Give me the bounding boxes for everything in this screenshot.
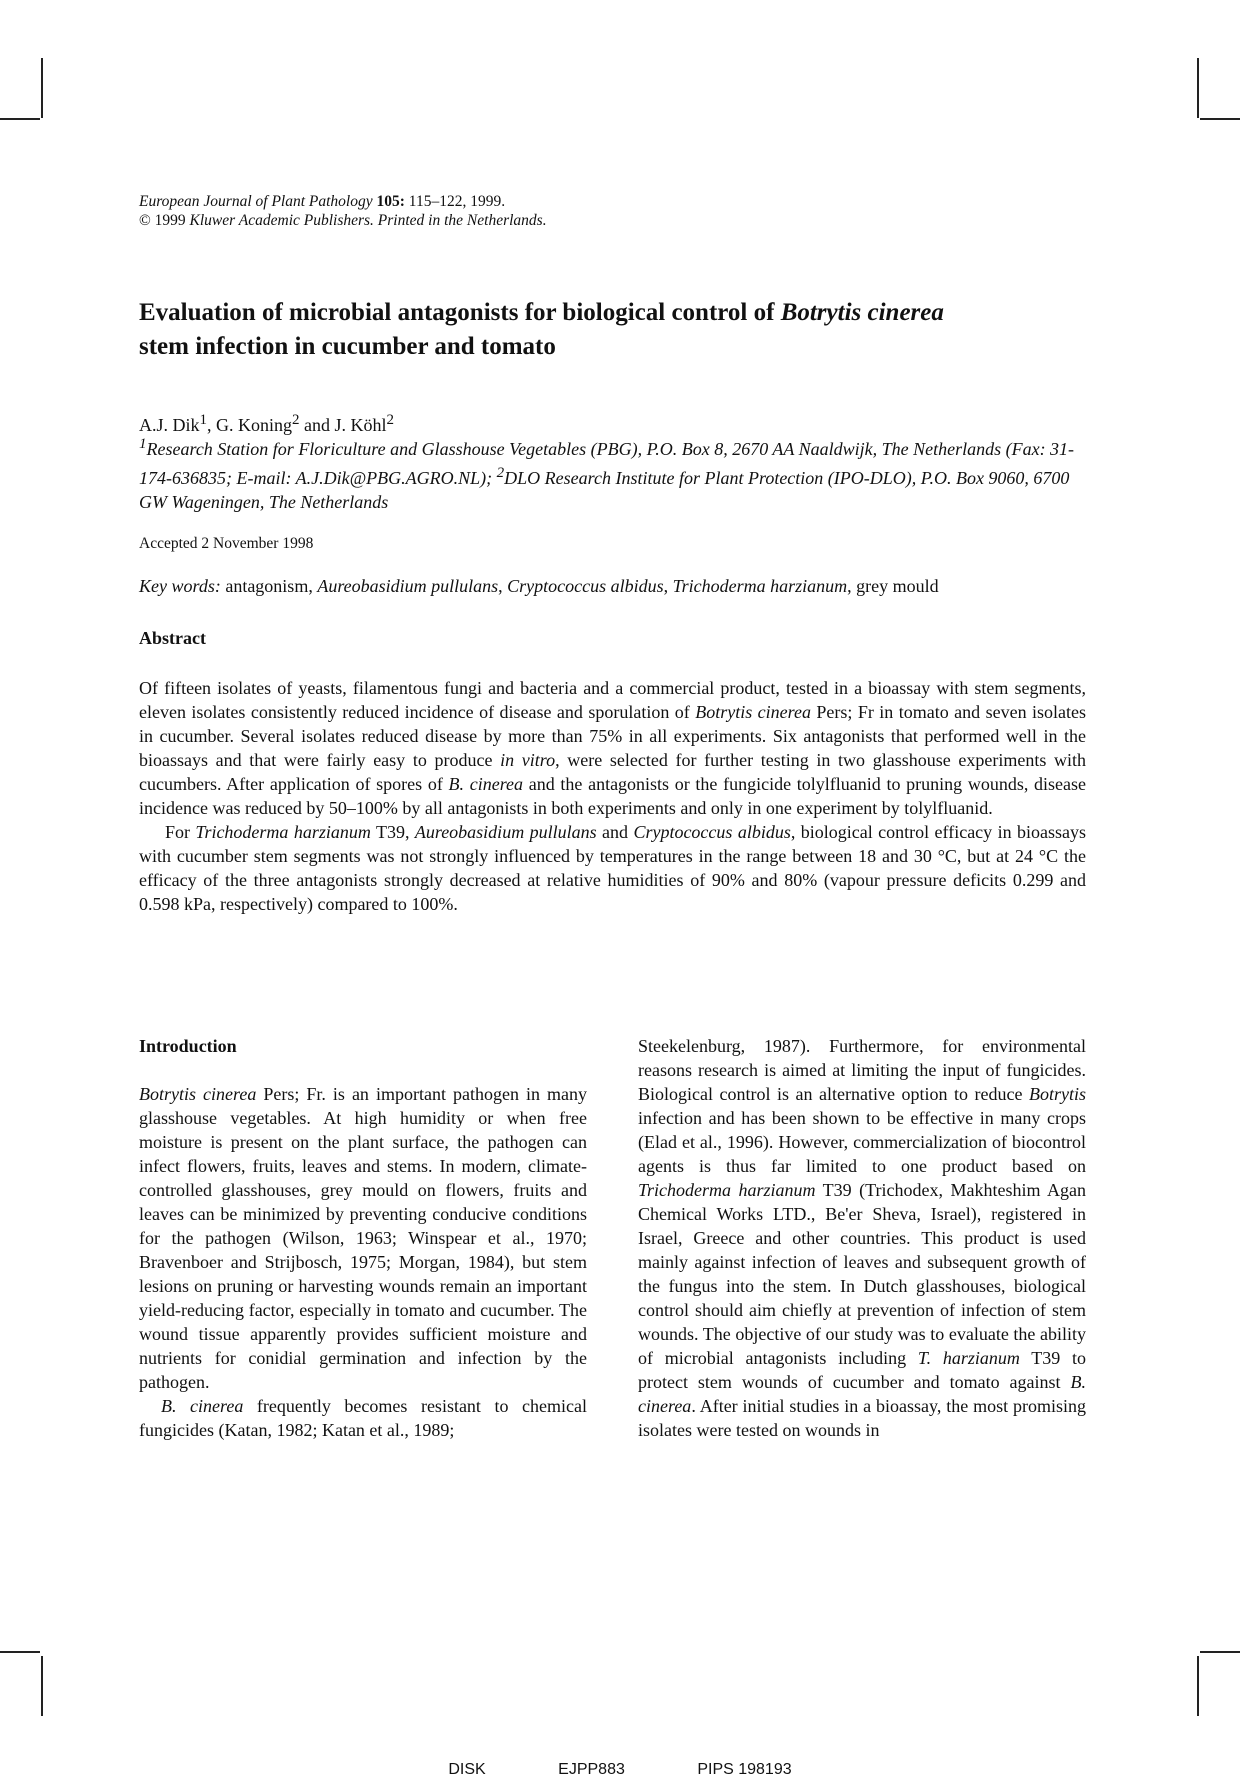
abstract-text: Of fifteen isolates of yeasts, filamentous fungi and bacteria and a commercial product, tested in a bioassay with stem segments, eleven isolates consistently reduced incidence of disease and sporulation of [139, 678, 1086, 722]
keyword-sep: , [663, 576, 673, 596]
abstract-text: Pers; Fr in tomato and seven isolates in cucumber. Several isolates reduced disease by more than 75% in all experiments. Six antagonists that performed well in the bioassays and that were fairly easy to produce [139, 702, 1086, 770]
abstract-body [139, 676, 1086, 916]
keyword-species: Cryptococcus albidus [507, 576, 664, 596]
keyword-species: Trichoderma harzianum [672, 576, 848, 596]
author-2-sup: 2 [292, 412, 300, 428]
intro-text: frequently becomes resistant to chemical fungicides (Katan, 1982; Katan et al., 1989; [139, 1396, 587, 1440]
copyright-year: © 1999 [139, 212, 186, 229]
keyword-species: Aureobasidium pullulans [317, 576, 499, 596]
abstract-italic: Cryptococcus albidus [633, 822, 791, 842]
author-3-sup: 2 [386, 412, 395, 428]
footer-pips: PIPS 198193 [697, 1761, 792, 1778]
column-left [139, 1034, 587, 1442]
abstract-italic: Aureobasidium pullulans [414, 822, 597, 842]
intro-italic: T. harzianum [917, 1348, 1020, 1368]
crop-mark-top-right-horizontal [1200, 118, 1240, 120]
journal-header [139, 192, 547, 230]
intro-text: Steekelenburg, 1987). Furthermore, for environmental reasons research is aimed at limiting the input of fungicides. Biological control is an alternative option to reduce [638, 1036, 1086, 1104]
crop-mark-bottom-left-vertical [41, 1656, 43, 1716]
affiliation-1: Research Station for Floriculture and Glasshouse Vegetables (PBG), P.O. Box 8, 2670 AA Naaldwijk, The Netherlands (Fax: 31-174-636835; E-mail: A.J.Dik@PBG.AGRO.NL); [139, 439, 1075, 488]
keywords [139, 576, 1099, 597]
footer-disk: DISK [448, 1761, 486, 1778]
title-part2: stem infection in cucumber and tomato [139, 333, 556, 360]
keyword-text: , grey mould [847, 576, 939, 596]
title-species: Botrytis cinerea [780, 299, 944, 326]
abstract-italic: Trichoderma harzianum [195, 822, 371, 842]
paper-title [139, 296, 1099, 364]
keyword-text: antagonism, [220, 576, 318, 596]
abstract-heading: Abstract [139, 628, 206, 648]
title-part1: Evaluation of microbial antagonists for biological control of [139, 299, 781, 326]
intro-paragraph-2 [139, 1394, 587, 1442]
abstract-text: T39, [370, 822, 415, 842]
journal-name: European Journal of Plant Pathology [139, 193, 373, 210]
print-footer [0, 1761, 1240, 1779]
intro-text: Pers; Fr. is an important pathogen in many glasshouse vegetables. At high humidity or when free moisture is present on the plant surface, the pathogen can infect flowers, fruits, leaves and stems. In modern, climate-controlled glasshouses, grey mould on flowers, fruits and leaves can be minimized by preventing conducive conditions for the pathogen (Wilson, 1963; Winspear et al., 1970; Bravenboer and Strijbosch, 1975; Morgan, 1984), but stem lesions on pruning or harvesting wounds remain an important yield-reducing factor, especially in tomato and cucumber. The wound tissue apparently provides sufficient moisture and nutrients for conidial germination and infection by the pathogen. [139, 1084, 587, 1392]
footer-code: EJPP883 [558, 1761, 625, 1778]
intro-paragraph-1 [139, 1082, 587, 1394]
intro-text: T39 (Trichodex, Makhteshim Agan Chemical Works LTD., Be'er Sheva, Israel), registered in Israel, Greece and other countries. This product is used mainly against infection of leaves and subsequent growth of the fungus into the stem. In Dutch glasshouses, biological control should aim chiefly at prevention of infection of stem wounds. The objective of our study was to evaluate the ability of microbial antagonists including [638, 1180, 1086, 1368]
publisher: Kluwer Academic Publishers. Printed in the Netherlands. [189, 212, 547, 229]
copyright-line [139, 211, 547, 230]
abstract-paragraph-1 [139, 676, 1086, 820]
crop-mark-top-left-vertical [41, 58, 43, 118]
journal-pages: 115–122, 1999. [408, 193, 506, 210]
abstract-text: , biological control efficacy in bioassays with cucumber stem segments was not strongly influenced by temperatures in the range between 18 and 30 °C, but at 24 °C the efficacy of the three antagonists strongly decreased at relative humidities of 90% and 80% (vapour pressure deficits 0.299 and 0.598 kPa, respectively) compared to 100%. [139, 822, 1086, 914]
affiliation-2-sup: 2 [496, 465, 505, 481]
crop-mark-bottom-right-horizontal [1200, 1651, 1240, 1653]
keyword-sep: , [498, 576, 508, 596]
crop-mark-top-left-horizontal [0, 118, 40, 120]
keywords-label: Key words: [139, 576, 221, 596]
accepted-date: Accepted 2 November 1998 [139, 535, 314, 552]
author-1: A.J. Dik [139, 415, 200, 435]
introduction-heading: Introduction [139, 1036, 237, 1056]
affiliation-1-sup: 1 [139, 436, 147, 452]
abstract-italic: Botrytis cinerea [695, 702, 811, 722]
intro-italic: B. cinerea [161, 1396, 244, 1416]
journal-volume: 105: [376, 193, 405, 210]
intro-italic: Botrytis cinerea [139, 1084, 257, 1104]
intro-italic: B. cinerea [638, 1372, 1086, 1416]
intro-italic: Trichoderma harzianum [638, 1180, 816, 1200]
abstract-text: , were selected for further testing in two glasshouse experiments with cucumbers. After application of spores of [139, 750, 1086, 794]
intro-italic: Botrytis [1029, 1084, 1086, 1104]
author-1-sup: 1 [199, 412, 208, 428]
journal-citation [139, 192, 547, 211]
author-2: , G. Koning [207, 415, 293, 435]
intro-text: T39 to protect stem wounds of cucumber and tomato against [638, 1348, 1087, 1392]
intro-text: . After initial studies in a bioassay, the most promising isolates were tested on wounds in [638, 1396, 1086, 1440]
intro-paragraph-2-cont [638, 1034, 1086, 1442]
abstract-italic: B. cinerea [448, 774, 524, 794]
abstract-italic: in vitro [500, 750, 556, 770]
abstract-text: For [165, 822, 196, 842]
abstract-paragraph-2 [139, 820, 1086, 916]
crop-mark-top-right-vertical [1197, 58, 1199, 118]
crop-mark-bottom-left-horizontal [0, 1651, 40, 1653]
intro-text: infection and has been shown to be effective in many crops (Elad et al., 1996). However, commercialization of biocontrol agents is thus far limited to one product based on [638, 1108, 1086, 1176]
author-3: and J. Köhl [299, 415, 387, 435]
abstract-text: and the antagonists or the fungicide tolylfluanid to pruning wounds, disease incidence was reduced by 50–100% by all antagonists in both experiments and only in one experiment by tolylfluanid. [139, 774, 1086, 818]
abstract-text: and [596, 822, 634, 842]
affiliation-2: DLO Research Institute for Plant Protection (IPO-DLO), P.O. Box 9060, 6700 GW Wageningen, The Netherlands [139, 468, 1070, 512]
column-right [638, 1034, 1086, 1442]
crop-mark-bottom-right-vertical [1197, 1656, 1199, 1716]
affiliations [139, 432, 1099, 514]
